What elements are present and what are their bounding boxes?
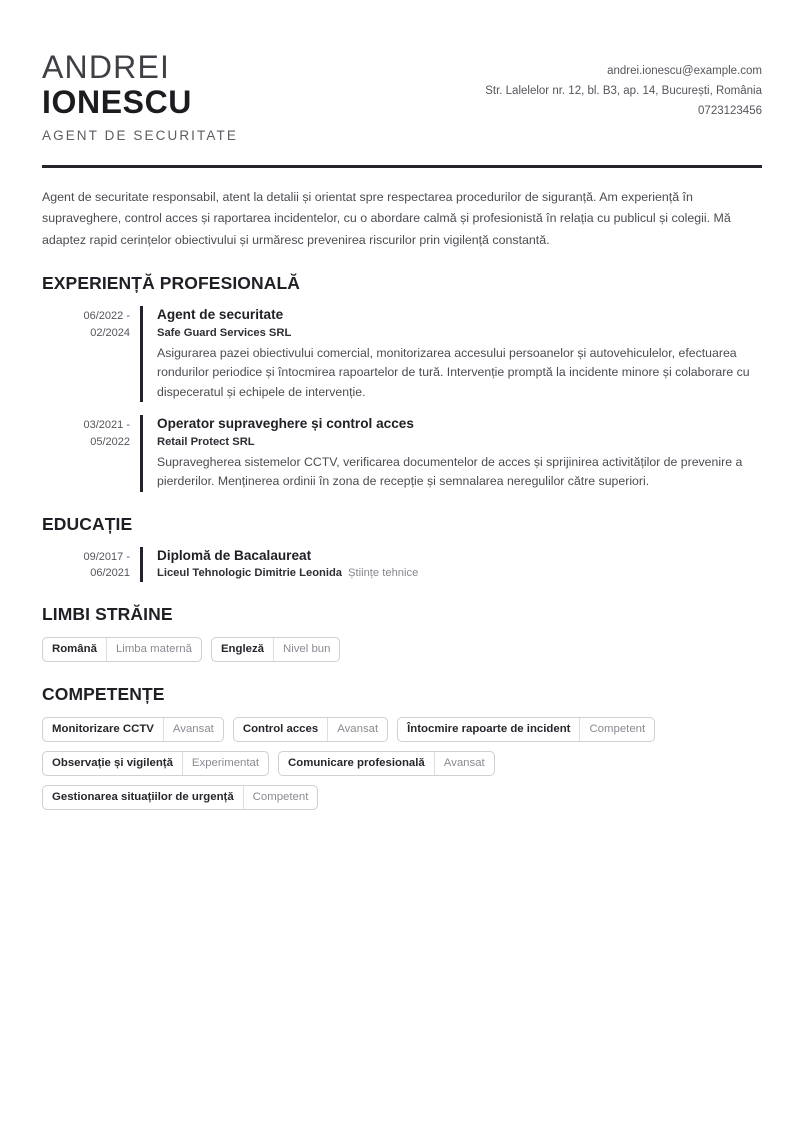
language-pill [211, 637, 341, 662]
contact-phone[interactable]: 0723123456 [698, 104, 762, 117]
resume-header [42, 0, 762, 143]
section-languages [42, 604, 762, 662]
skill-name: Monitorizare CCTV [52, 723, 154, 736]
entry-institution [157, 566, 762, 581]
section-title-languages: LIMBI STRĂINE [42, 603, 173, 624]
skill-level: Avansat [327, 718, 387, 741]
identity-block [42, 50, 238, 143]
section-title-education: EDUCAȚIE [42, 513, 133, 534]
entry-date-end: 06/2021 [90, 567, 130, 580]
skill-name: Observație și vigilență [52, 757, 173, 770]
skill-level: Competent [243, 786, 318, 809]
skill-level: Experimentat [182, 752, 268, 775]
skill-name: Întocmire rapoarte de incident [407, 723, 571, 736]
skill-level: Competent [579, 718, 654, 741]
contact-address: Str. Lalelelor nr. 12, bl. B3, ap. 14, București, România [485, 84, 762, 97]
entry-date-end: 05/2022 [90, 435, 130, 448]
contact-email[interactable]: andrei.ionescu@example.com [607, 65, 762, 77]
entry-date-start: 06/2022 - [83, 310, 130, 323]
section-education [42, 514, 762, 582]
language-pill [42, 637, 202, 662]
skill-name: Control acces [242, 723, 319, 736]
entry-body [143, 306, 762, 402]
institution-field: Științe tehnice [348, 567, 419, 580]
entry-role: Agent de securitate [157, 307, 284, 323]
entry-date-start: 03/2021 - [83, 419, 130, 432]
skill-level: Avansat [163, 718, 223, 741]
entry-date-end: 02/2024 [90, 326, 130, 339]
entry-dates [42, 415, 140, 492]
contact-block [485, 50, 762, 121]
language-name: Română [52, 643, 97, 656]
institution-name: Liceul Tehnologic Dimitrie Leonida [157, 567, 343, 580]
page-title: AGENT DE SECURITATE [42, 128, 238, 144]
section-title-experience: EXPERIENȚĂ PROFESIONALĂ [42, 273, 301, 294]
entry-dates [42, 306, 140, 402]
skill-pill-row [42, 717, 762, 742]
skill-name: Comunicare profesională [288, 757, 425, 770]
language-pill-row [42, 637, 762, 662]
entry-organization: Safe Guard Services SRL [157, 326, 292, 339]
experience-entry [42, 306, 762, 402]
skill-pill [278, 751, 495, 776]
entry-body [143, 415, 762, 492]
entry-degree: Diplomă de Bacalaureat [157, 547, 312, 563]
skill-pill [42, 785, 318, 810]
last-name: IONESCU [42, 83, 192, 120]
entry-dates [42, 547, 140, 582]
language-level: Nivel bun [273, 638, 340, 661]
skill-name: Gestionarea situațiilor de urgență [52, 791, 234, 804]
entry-date-start: 09/2017 - [83, 550, 130, 563]
entry-description: Asigurarea pazei obiectivului comercial, monitorizarea accesului persoanelor și autovehiculelor, efectuarea rondurilor periodice și întocmirea rapoartelor de tură. Intervenție promptă la incidente minore și colaborare cu dispeceratul și echipele de intervenție. [157, 345, 750, 399]
section-experience [42, 273, 762, 492]
skill-pill-row [42, 751, 762, 810]
header-divider [42, 165, 762, 168]
entry-organization: Retail Protect SRL [157, 435, 255, 448]
skill-pill [397, 717, 655, 742]
entry-role: Operator supraveghere și control acces [157, 416, 414, 432]
education-entry [42, 547, 762, 582]
experience-entry [42, 415, 762, 492]
skill-pill [233, 717, 388, 742]
entry-body [143, 547, 762, 582]
language-name: Engleză [220, 643, 264, 656]
skill-pill [42, 751, 269, 776]
language-level: Limba maternă [106, 638, 201, 661]
professional-summary: Agent de securitate responsabil, atent la detalii și orientat spre respectarea procedurilor de siguranță. Am experiență în supraveghere, control acces și raportarea incidentelor, cu o abordare calmă și profesionistă în relația cu publicul și colegii. Mă adaptez rapid cerințelor obiectivului și urmăresc prevenirea riscurilor prin vigilență constantă. [42, 190, 731, 247]
first-name: ANDREI [42, 49, 171, 85]
section-title-skills: COMPETENȚE [42, 683, 165, 704]
section-skills [42, 684, 762, 810]
entry-description: Supravegherea sistemelor CCTV, verificarea documentelor de acces și sprijinirea activităților de prevenire a pierderilor. Menținerea ordinii în zona de recepție și semnalarea neregulilor către superiori. [157, 454, 743, 489]
skill-level: Avansat [434, 752, 494, 775]
skill-pill [42, 717, 224, 742]
